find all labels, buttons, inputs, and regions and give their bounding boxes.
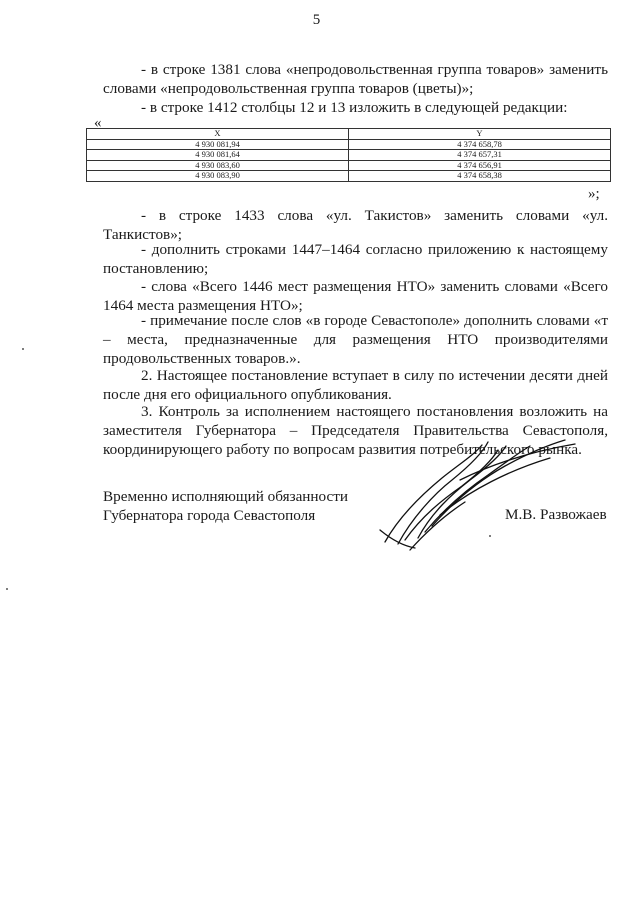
paragraph-add-lines: - дополнить строками 1447–1464 согласно приложению к настоящему постановлению; (103, 241, 608, 277)
page-number: 5 (312, 12, 321, 28)
table-row (87, 171, 611, 182)
signatory-title-line-2: Губернатора города Севастополя (103, 507, 316, 524)
paragraph-total-places: - слова «Всего 1446 мест размещения НТО» заменить словами «Всего 1464 места размещения НТО»; (103, 278, 608, 314)
signatory-name: М.В. Развожаев (505, 506, 607, 523)
scan-speck (6, 588, 8, 590)
close-quote: »; (588, 186, 600, 202)
paragraph-note: - примечание после слов «в городе Севастополе» дополнить словами «т – места, предназначенные для размещения НТО производителями продовольственных товаров.». (103, 312, 608, 367)
signatory-title-line-1: Временно исполняющий обязанности (103, 488, 349, 505)
open-quote: « (94, 115, 102, 131)
paragraph-line-1433: - в строке 1433 слова «ул. Такистов» заменить словами «ул. Танкистов»; (103, 207, 608, 243)
table-cell: 4 374 656,91 (349, 160, 611, 171)
scan-speck (489, 535, 491, 537)
coordinates-table (86, 128, 611, 182)
paragraph-line-1412: - в строке 1412 столбцы 12 и 13 изложить в следующей редакции: (141, 99, 568, 116)
table-cell: 4 374 658,38 (349, 171, 611, 182)
table-cell: 4 374 657,31 (349, 150, 611, 161)
column-header-y: Y (349, 129, 611, 140)
table-cell: 4 374 658,78 (349, 139, 611, 150)
table-cell: 4 930 081,94 (87, 139, 349, 150)
table-row (87, 150, 611, 161)
column-header-x: X (87, 129, 349, 140)
paragraph-line-1381: - в строке 1381 слова «непродовольственная группа товаров» заменить словами «непродовольственная группа товаров (цветы)»; (103, 61, 608, 97)
table-cell: 4 930 081,64 (87, 150, 349, 161)
table-header-row (87, 129, 611, 140)
paragraph-item-2: 2. Настоящее постановление вступает в силу по истечении десяти дней после дня его официального опубликования. (103, 367, 608, 403)
table-row (87, 160, 611, 171)
table-cell: 4 930 083,60 (87, 160, 349, 171)
paragraph-item-3: 3. Контроль за исполнением настоящего постановления возложить на заместителя Губернатора – Председателя Правительства Севастополя, координирующего работу по вопросам развития потребительского рынка. (103, 403, 608, 458)
handwritten-signature-icon (370, 420, 600, 570)
table-cell: 4 930 083,90 (87, 171, 349, 182)
table-row (87, 139, 611, 150)
scan-speck (22, 348, 24, 350)
signatory-title (103, 487, 348, 525)
